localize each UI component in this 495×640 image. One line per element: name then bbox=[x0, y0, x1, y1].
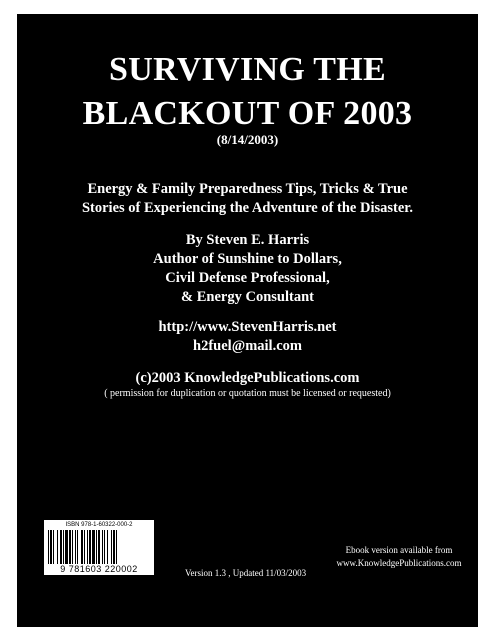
book-cover bbox=[17, 14, 478, 627]
isbn-barcode bbox=[44, 520, 154, 575]
ebook-line-1: Ebook version available from bbox=[345, 545, 453, 555]
ebook-availability bbox=[329, 544, 469, 570]
author-name: By Steven E. Harris bbox=[185, 232, 310, 248]
email-link[interactable]: h2fuel@mail.com bbox=[193, 338, 302, 354]
tagline-line-2: Stories of Experiencing the Adventure of the Disaster. bbox=[81, 200, 414, 216]
permission-note: ( permission for duplication or quotation must be licensed or requested) bbox=[104, 388, 391, 399]
barcode-bars bbox=[48, 530, 150, 564]
author-credential-3: & Energy Consultant bbox=[181, 289, 314, 305]
barcode-digits: 9 781603 220002 bbox=[60, 564, 138, 574]
author-block bbox=[17, 231, 478, 307]
author-credential-1: Author of Sunshine to Dollars, bbox=[153, 251, 342, 267]
tagline bbox=[17, 180, 478, 218]
ebook-url[interactable]: www.KnowledgePublications.com bbox=[336, 558, 462, 568]
isbn-text: ISBN 978-1-60322-000-2 bbox=[65, 522, 133, 528]
title-line-2: BLACKOUT OF 2003 bbox=[82, 95, 413, 132]
contact-block bbox=[17, 318, 478, 356]
blackout-date: (8/14/2003) bbox=[216, 132, 279, 147]
version-info: Version 1.3 , Updated 11/03/2003 bbox=[185, 568, 307, 578]
copyright-notice: (c)2003 KnowledgePublications.com bbox=[135, 370, 360, 386]
book-title bbox=[17, 48, 478, 136]
tagline-line-1: Energy & Family Preparedness Tips, Tricks & True bbox=[87, 181, 408, 197]
website-link[interactable]: http://www.StevenHarris.net bbox=[158, 319, 337, 335]
author-credential-2: Civil Defense Professional, bbox=[165, 270, 330, 286]
title-line-1: SURVIVING THE bbox=[109, 51, 386, 88]
